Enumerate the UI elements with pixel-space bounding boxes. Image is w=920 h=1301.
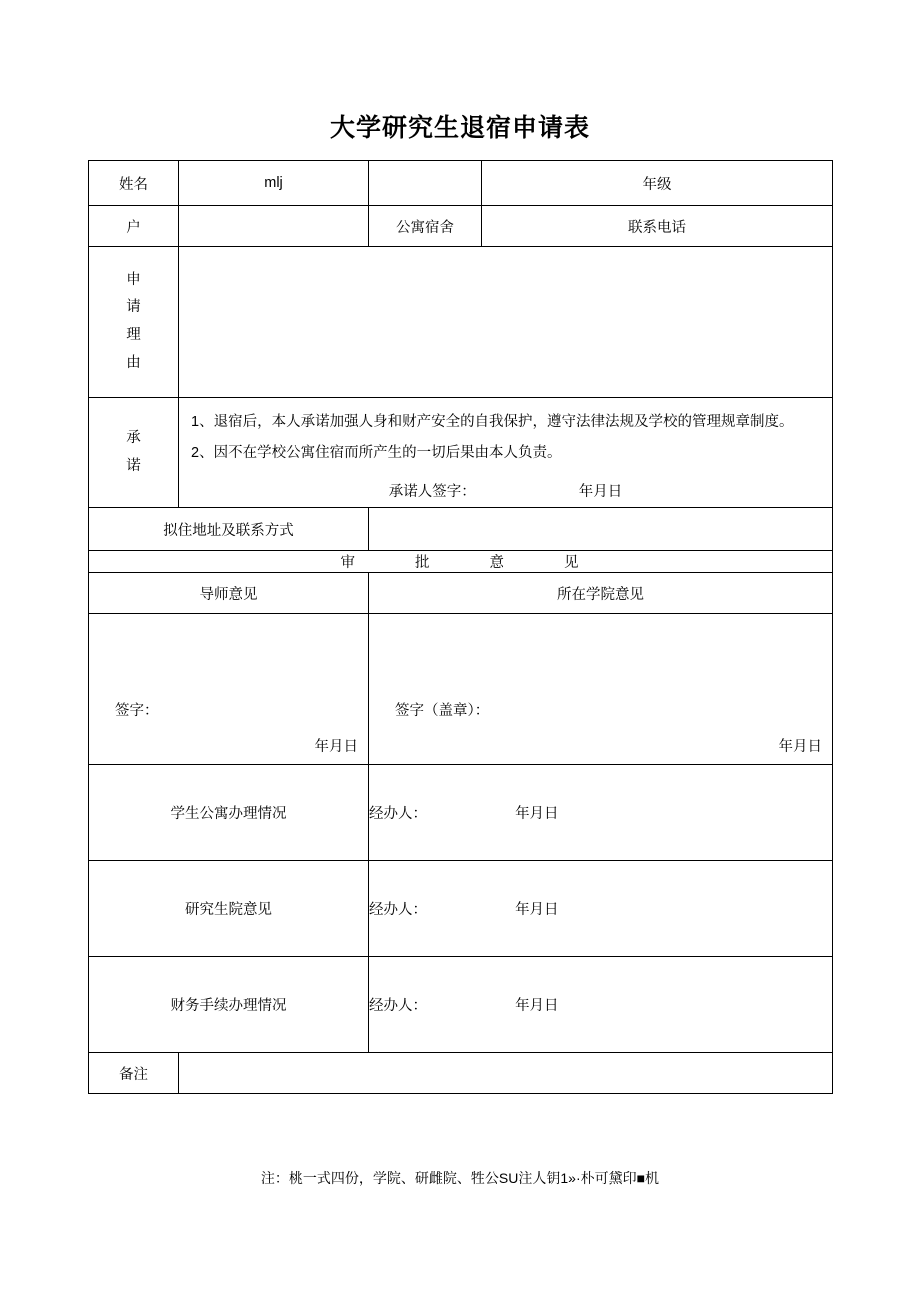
address-value[interactable] — [369, 508, 833, 551]
college-opinion-header: 所在学院意见 — [369, 573, 833, 614]
phone-label: 联系电话 — [628, 219, 686, 236]
procedure-name-dorm: 学生公寓办理情况 — [89, 765, 369, 861]
promise-content — [179, 398, 833, 508]
advisor-sign-label: 签字： — [115, 703, 159, 719]
household-value[interactable] — [179, 206, 369, 247]
promise-item-1: 1、退宿后，本人承诺加强人身和财产安全的自我保护，遵守法律法规及学校的管理规章制度。 — [191, 414, 794, 430]
table-row-procedure-dorm — [89, 765, 833, 861]
promise-items — [179, 398, 832, 476]
address-label: 拟住地址及联系方式 — [89, 508, 369, 551]
college-date-label: 年月日 — [778, 739, 822, 755]
reason-label-char-1: 申 — [126, 271, 141, 288]
procedure-handler-dorm[interactable] — [369, 765, 833, 861]
table-row-procedure-finance — [89, 957, 833, 1053]
application-form-table — [88, 160, 833, 1094]
promise-signature-line — [179, 476, 832, 507]
table-row-procedure-graduate-school — [89, 861, 833, 957]
reason-label-char-2: 请 — [126, 299, 141, 316]
college-opinion-body[interactable] — [369, 614, 833, 765]
grade-label: 年级 — [642, 176, 672, 193]
table-row-promise — [89, 398, 833, 508]
grade-cell — [482, 161, 833, 206]
procedure-date-dorm: 年月日 — [515, 806, 559, 822]
procedure-handler-label-graduate-school: 经办人： — [369, 902, 427, 918]
table-row-household — [89, 206, 833, 247]
promise-label-char-1: 承 — [126, 429, 141, 446]
promise-label — [89, 398, 179, 508]
table-row-audit-headers — [89, 573, 833, 614]
remark-label: 备注 — [89, 1053, 179, 1094]
audit-title-char-1: 审 — [340, 555, 357, 571]
phone-cell — [482, 206, 833, 247]
remark-value[interactable] — [179, 1053, 833, 1094]
table-row-remark — [89, 1053, 833, 1094]
household-label: 户 — [89, 206, 179, 247]
audit-title-char-3: 意 — [489, 555, 507, 571]
procedure-date-graduate-school: 年月日 — [515, 902, 559, 918]
procedure-handler-finance[interactable] — [369, 957, 833, 1053]
table-row-address — [89, 508, 833, 551]
advisor-opinion-header: 导师意见 — [89, 573, 369, 614]
name-label: 姓名 — [89, 161, 179, 206]
page-title: 大学研究生退宿申请表 — [329, 114, 590, 142]
procedure-handler-label-dorm: 经办人： — [369, 806, 427, 822]
promise-item-2: 2、因不在学校公寓住宿而所产生的一切后果由本人负责。 — [191, 445, 562, 461]
table-row-audit-title — [89, 551, 833, 573]
reason-label-char-4: 由 — [126, 354, 141, 371]
college-sign-label: 签字（盖章）： — [395, 703, 490, 719]
name-middle-blank[interactable] — [369, 161, 482, 206]
table-row-name — [89, 161, 833, 206]
table-row-audit-bodies — [89, 614, 833, 765]
procedure-name-finance: 财务手续办理情况 — [89, 957, 369, 1053]
promise-label-char-2: 诺 — [126, 457, 141, 474]
name-value[interactable]: mlj — [179, 161, 369, 206]
audit-title-char-2: 批 — [414, 555, 432, 571]
dorm-label: 公寓宿舍 — [369, 206, 482, 247]
reason-label — [89, 247, 179, 398]
promise-date-label: 年月日 — [578, 484, 623, 500]
table-row-reason — [89, 247, 833, 398]
reason-content[interactable] — [179, 247, 833, 398]
procedure-handler-label-finance: 经办人： — [369, 998, 427, 1014]
procedure-date-finance: 年月日 — [515, 998, 559, 1014]
procedure-name-graduate-school: 研究生院意见 — [89, 861, 369, 957]
promise-signer-label: 承诺人签字： — [388, 484, 476, 500]
audit-title-char-4: 见 — [564, 555, 581, 571]
procedure-handler-graduate-school[interactable] — [369, 861, 833, 957]
advisor-opinion-body[interactable] — [89, 614, 369, 765]
footnote: 注：桃一式四份，学院、研雌院、牲公SU注人钥1»·朴可黛印■机 — [260, 1170, 660, 1186]
reason-label-char-3: 理 — [126, 327, 141, 343]
audit-title — [89, 551, 833, 573]
advisor-date-label: 年月日 — [314, 739, 358, 755]
